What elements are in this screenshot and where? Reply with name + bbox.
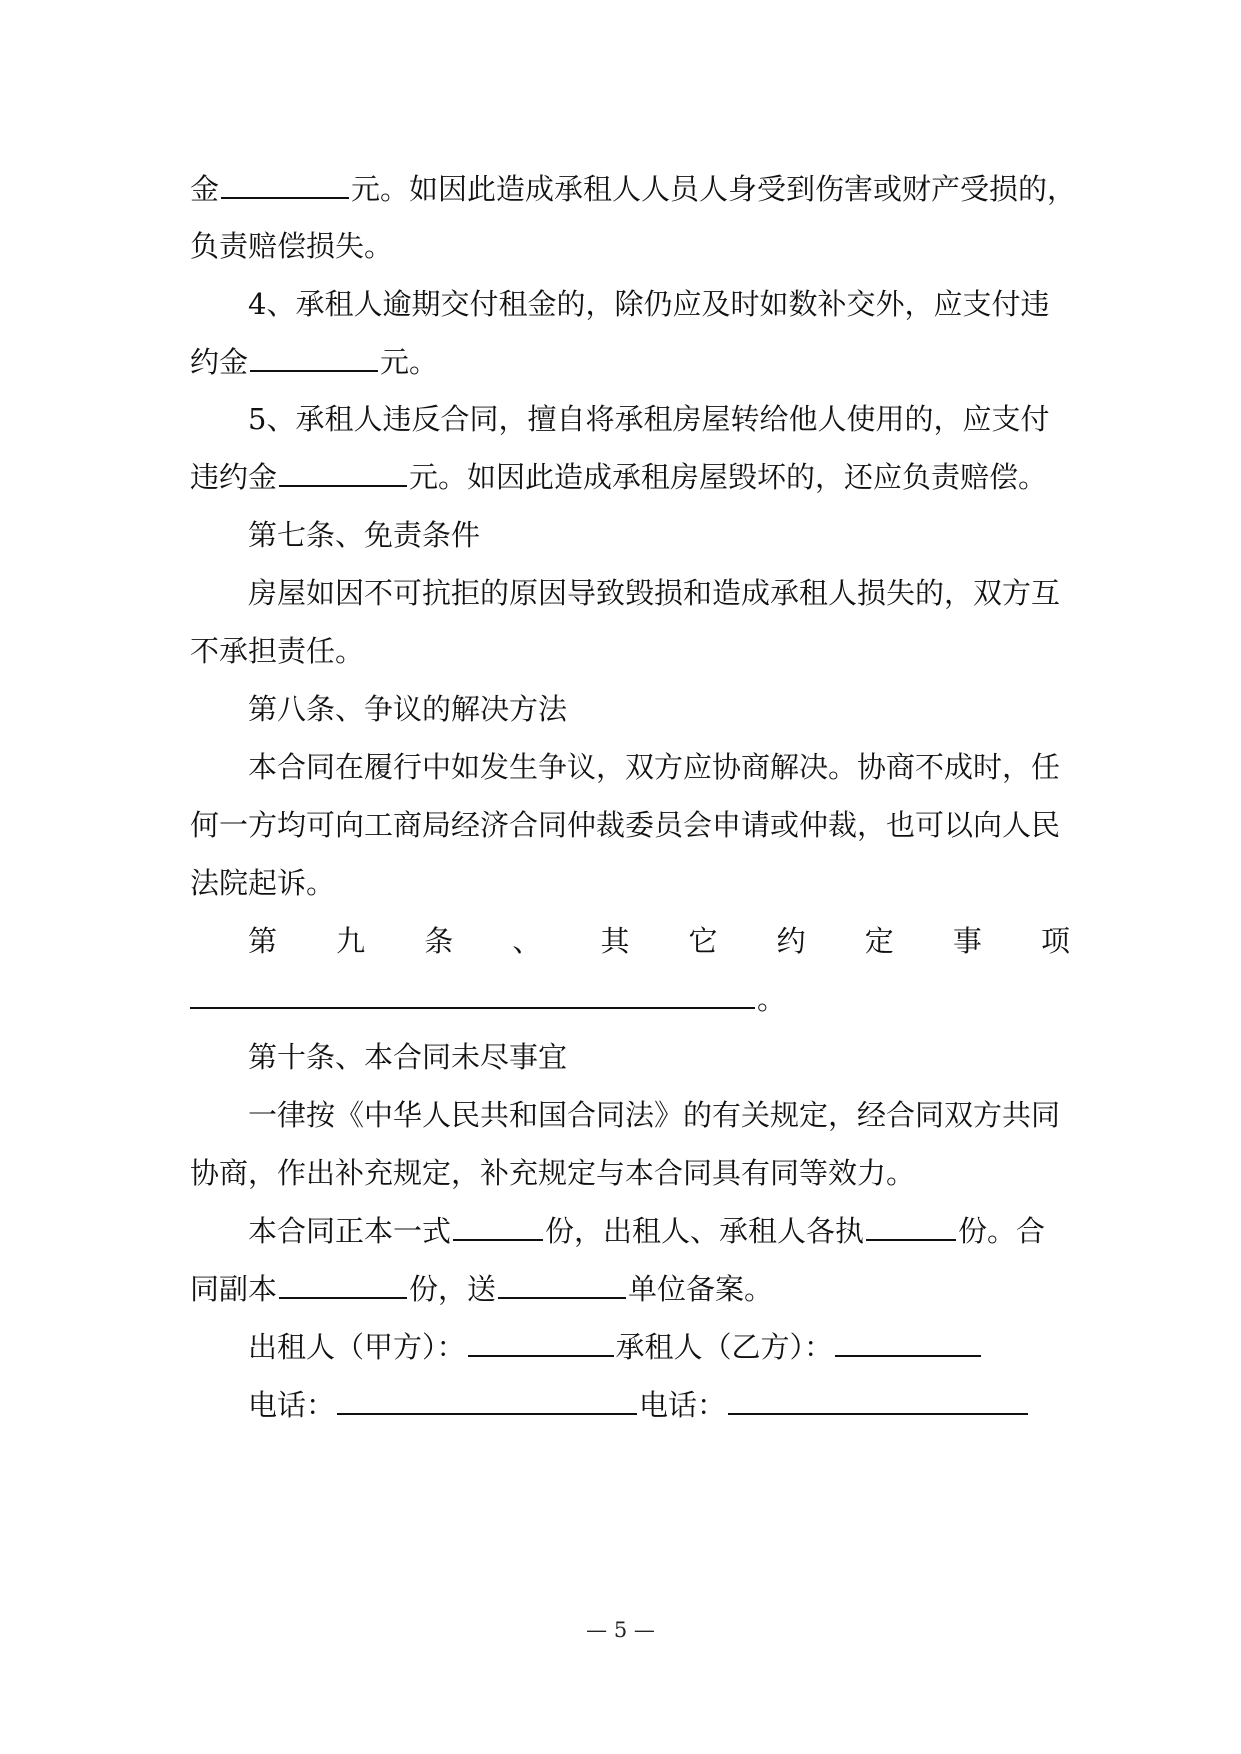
heading-char: 第 [248, 924, 278, 958]
fill-in-blank [835, 1330, 981, 1357]
heading-char: 项 [1040, 924, 1070, 958]
heading-char: 、 [512, 924, 542, 958]
text-line [190, 224, 1070, 268]
text-line [190, 861, 1070, 905]
text: 元。 [380, 345, 439, 379]
text-line [190, 629, 1070, 673]
fill-in-blank [279, 1272, 407, 1299]
fill-in-blank [190, 982, 755, 1009]
text: 出租人（甲方）： [248, 1330, 466, 1364]
text: 元。如因此造成承租房屋毁坏的，还应负责赔偿。 [409, 460, 1048, 494]
text: 协商，作出补充规定，补充规定与本合同具有同等效力。 [190, 1156, 916, 1190]
fill-in-blank [498, 1272, 626, 1299]
fill-in-blank [337, 1388, 637, 1415]
text: 元。如因此造成承租人人员人身受到伤害或财产受损的， [351, 172, 1077, 206]
text-line [248, 397, 1070, 441]
text-line [190, 455, 1070, 499]
fill-in-blank [250, 345, 378, 372]
text-line [190, 977, 1070, 1021]
text: 第七条、免责条件 [248, 518, 481, 552]
heading-char: 九 [336, 924, 366, 958]
section-heading [248, 1035, 1070, 1079]
text: 电话： [639, 1388, 727, 1422]
heading-char: 约 [776, 924, 806, 958]
text-line [190, 803, 1070, 847]
text: 电话： [248, 1388, 336, 1422]
text: 一律按《中华人民共和国合同法》的有关规定，经合同双方共同 [248, 1098, 1061, 1132]
text-line [248, 1093, 1070, 1137]
text: 份，出租人、承租人各执 [545, 1214, 865, 1248]
text: 5、承租人违反合同，擅自将承租房屋转给他人使用的，应支付 [248, 402, 1050, 436]
text: 份，送 [409, 1272, 497, 1306]
heading-char: 条 [424, 924, 454, 958]
heading-char: 它 [688, 924, 718, 958]
heading-char: 其 [600, 924, 630, 958]
text: 何一方均可向工商局经济合同仲裁委员会申请或仲裁，也可以向人民 [190, 808, 1061, 842]
signature-line [248, 1325, 1070, 1369]
text: 本合同在履行中如发生争议，双方应协商解决。协商不成时，任 [248, 750, 1061, 784]
text-line [248, 1209, 1070, 1253]
text-line [248, 282, 1070, 326]
text-line [190, 1267, 1070, 1311]
fill-in-blank [728, 1388, 1028, 1415]
page-number: — 5 — [586, 1618, 655, 1642]
text: 第八条、争议的解决方法 [248, 692, 568, 726]
section-heading [248, 513, 1070, 557]
text: 负责赔偿损失。 [190, 229, 394, 263]
text-line [190, 167, 1077, 211]
text: 房屋如因不可抗拒的原因导致毁损和造成承租人损失的，双方互 [248, 576, 1061, 610]
text: 份。合 [958, 1214, 1046, 1248]
text: 约金 [190, 345, 249, 379]
text: 违约金 [190, 460, 278, 494]
text: 金 [190, 172, 220, 206]
text: 承租人（乙方）： [615, 1330, 834, 1364]
heading-char: 定 [864, 924, 894, 958]
section-heading [248, 919, 1070, 963]
text-line [248, 745, 1070, 789]
phone-line [248, 1383, 1070, 1427]
fill-in-blank [279, 460, 407, 487]
heading-char: 事 [952, 924, 982, 958]
text: 。 [757, 982, 787, 1016]
fill-in-blank [221, 172, 349, 199]
fill-in-blank [866, 1214, 956, 1241]
text: 4、承租人逾期交付租金的，除仍应及时如数补交外，应支付违 [248, 287, 1050, 321]
text: 不承担责任。 [190, 634, 365, 668]
text: 法院起诉。 [190, 866, 336, 900]
text-line [190, 340, 1070, 384]
text: 同副本 [190, 1272, 278, 1306]
text-line [190, 1151, 1070, 1195]
section-heading [248, 687, 1070, 731]
text-line [248, 571, 1070, 615]
text: 本合同正本一式 [248, 1214, 452, 1248]
text: 第十条、本合同未尽事宜 [248, 1040, 568, 1074]
fill-in-blank [468, 1330, 614, 1357]
text: 单位备案。 [628, 1272, 774, 1306]
fill-in-blank [453, 1214, 543, 1241]
